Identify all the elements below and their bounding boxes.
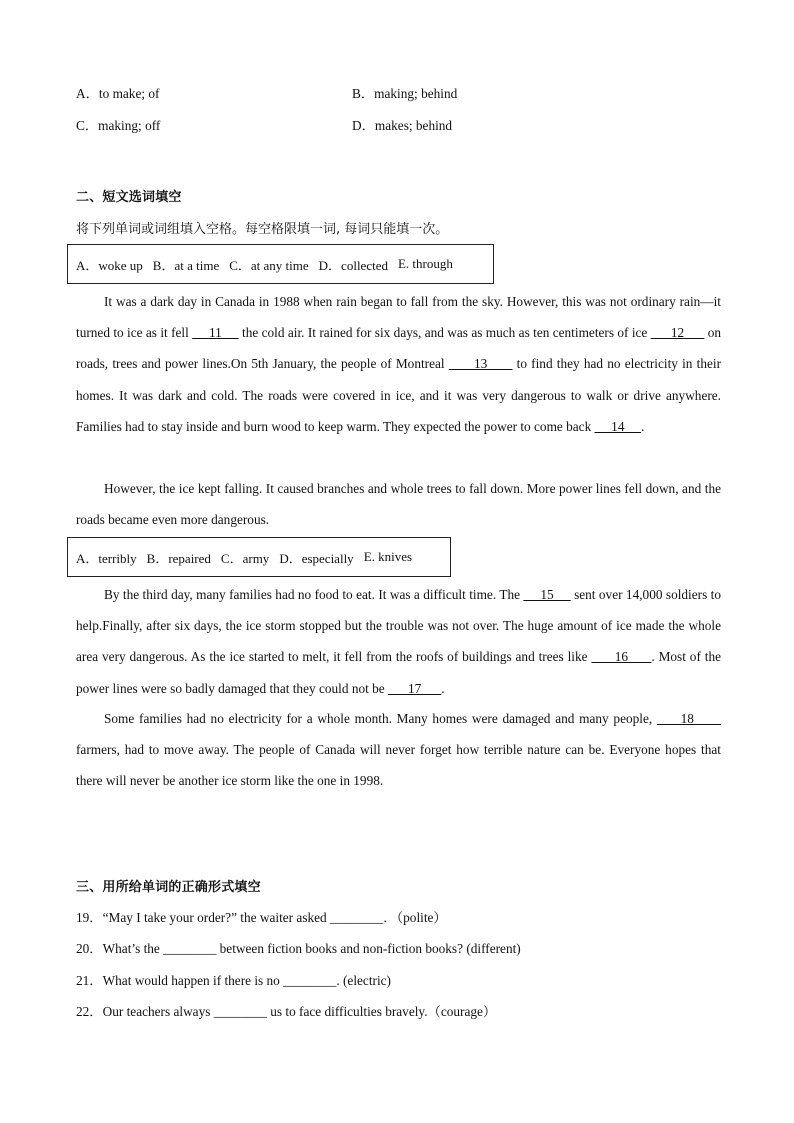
word-option: A．terribly	[76, 550, 137, 566]
question-20: 20．What’s the ________ between fiction books and non-fiction books? (different)	[76, 941, 521, 956]
blank-11[interactable]: 11	[192, 325, 239, 341]
section2-instruction: 将下列单词或词组填入空格。每空格限填一词, 每词只能填一次。	[76, 222, 449, 237]
section2-heading: 二、短文选词填空	[76, 190, 182, 205]
word-option: B．repaired	[146, 550, 211, 566]
q10-options-row-2	[76, 115, 716, 134]
word-option: B．at a time	[152, 257, 220, 273]
word-option: A．woke up	[76, 257, 143, 273]
word-option: E. knives	[363, 549, 413, 564]
blank-14[interactable]: 14	[594, 418, 642, 434]
passage-paragraph-1: It was a dark day in Canada in 1988 when rain began to fall from the sky. However, this was not ordinary rain—it turned to ice as it fell 11 the cold air. It rained for six days, and was as much as ten centimeters of ice 12 on roads, trees and power lines.On 5th January, the people of Montreal 13 to find they had no electricity in their homes. It was dark and cold. The roads were covered in ice, and it was very dangerous to walk or drive anywhere. Families had to stay inside and burn wood to keep warm. They expected the power to come back 14 .	[76, 294, 722, 434]
word-option: E. through	[397, 256, 453, 271]
word-option: D．especially	[279, 550, 354, 566]
q10-options-row-1	[76, 83, 716, 102]
option-c[interactable]: C．making; off	[76, 118, 161, 133]
blank-13[interactable]: 13	[448, 356, 513, 372]
blank-15[interactable]: 15	[523, 587, 571, 602]
passage-paragraph-2: However, the ice kept falling. It caused branches and whole trees to fall down. More power lines fell down, and the roads became even more dangerous.	[76, 481, 721, 528]
question-22: 22．Our teachers always ________ us to face difficulties bravely.（courage）	[76, 1004, 497, 1019]
blank-12[interactable]: 12	[650, 325, 705, 341]
question-21: 21．What would happen if there is no ________. (electric)	[76, 973, 391, 988]
blank-16[interactable]: 16	[591, 649, 652, 665]
word-option: D．collected	[318, 257, 388, 273]
option-b[interactable]: B．making; behind	[352, 86, 458, 101]
passage-paragraph-3: By the third day, many families had no food to eat. It was a difficult time. The 15 sent over 14,000 soldiers to help.Finally, after six days, the ice storm stopped but the trouble was not over. The huge amount of ice made the whole area very dangerous. As the ice started to melt, it fell from the roofs of buildings and trees like 16 . Most of the power lines were so badly damaged that they could not be 17 .	[76, 587, 722, 696]
word-option: C．army	[220, 550, 270, 566]
option-a[interactable]: A．to make; of	[76, 86, 160, 101]
section3-heading: 三、用所给单词的正确形式填空	[76, 880, 261, 895]
word-box-2	[67, 537, 451, 577]
blank-17[interactable]: 17	[388, 680, 442, 696]
word-option: C．at any time	[229, 257, 309, 273]
word-box-1	[67, 244, 494, 284]
question-19: 19．“May I take your order?” the waiter asked ________．（polite）	[76, 910, 447, 925]
option-d[interactable]: D．makes; behind	[352, 118, 453, 133]
passage-paragraph-4: Some families had no electricity for a whole month. Many homes were damaged and many people, 18 farmers, had to move away. The people of Canada will never forget how terrible nature can be. Everyone hopes that there will never be another ice storm like the one in 1998.	[76, 711, 721, 789]
blank-18[interactable]: 18	[656, 711, 721, 726]
